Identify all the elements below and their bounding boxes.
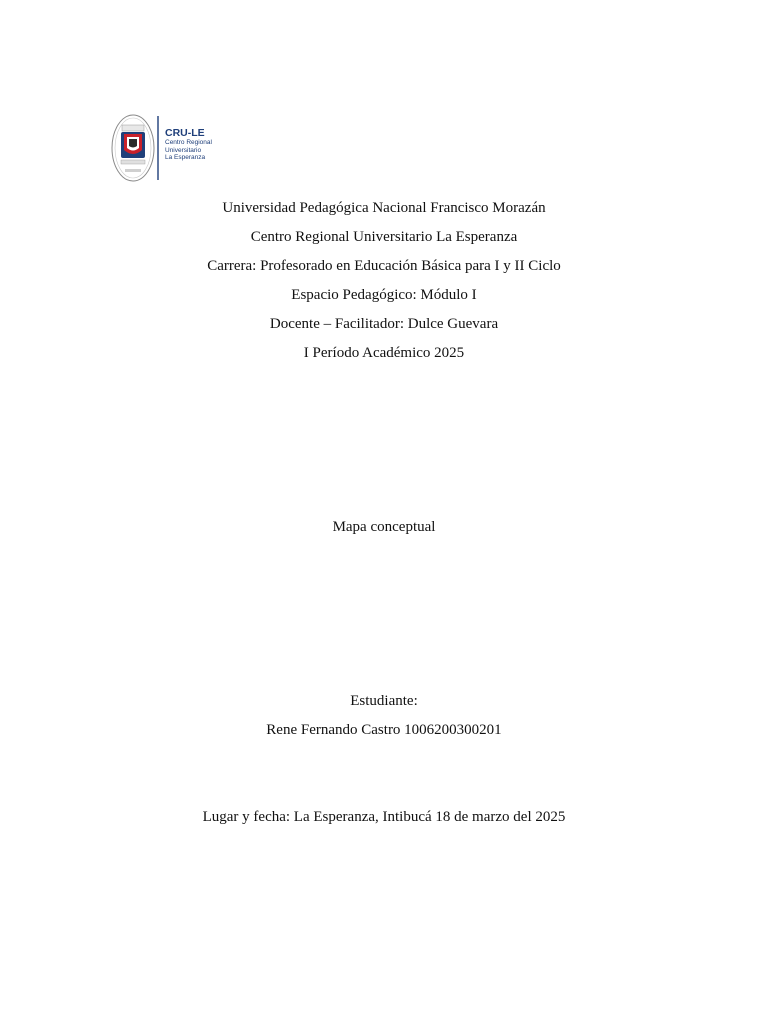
- student-name: Rene Fernando Castro 1006200300201: [266, 722, 502, 738]
- crest-icon: [110, 112, 160, 184]
- cru-le-logo: [110, 112, 220, 184]
- logo-subtitle-line: Universitario: [165, 146, 202, 154]
- career: Carrera: Profesorado en Educación Básica para I y II Ciclo: [207, 258, 561, 274]
- place-and-date: Lugar y fecha: La Esperanza, Intibucá 18 de marzo del 2025: [202, 809, 566, 825]
- logo-title: CRU-LE: [165, 127, 205, 139]
- work-title: Mapa conceptual: [332, 519, 436, 535]
- regional-center: Centro Regional Universitario La Esperanza: [250, 229, 518, 245]
- university-name: Universidad Pedagógica Nacional Francisco Morazán: [222, 200, 546, 216]
- student-label: Estudiante:: [350, 693, 418, 709]
- logo-subtitle-line: Centro Regional: [165, 139, 212, 146]
- teacher: Docente – Facilitador: Dulce Guevara: [269, 316, 499, 332]
- logo-text: [165, 127, 212, 162]
- pedagogical-space: Espacio Pedagógico: Módulo I: [291, 287, 477, 303]
- logo-subtitle-line: La Esperanza: [165, 154, 206, 162]
- academic-period: I Período Académico 2025: [303, 345, 465, 361]
